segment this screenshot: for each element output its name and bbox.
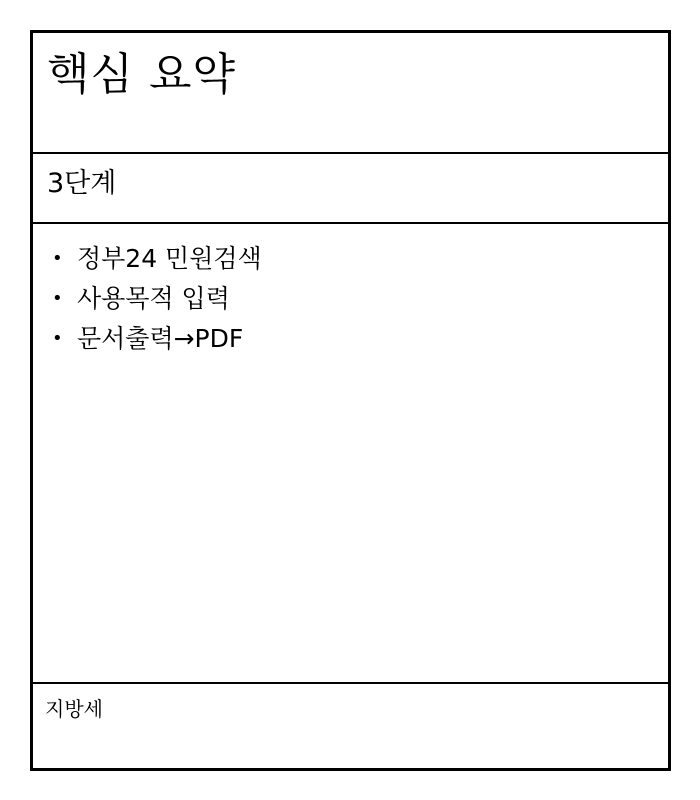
footer-section bbox=[33, 684, 668, 768]
bullet-icon: • bbox=[52, 328, 63, 349]
subtitle-section bbox=[33, 154, 668, 222]
list-item-text: 사용목적 입력 bbox=[77, 284, 230, 313]
summary-card bbox=[30, 30, 671, 771]
title-section bbox=[33, 33, 668, 153]
bullet-icon: • bbox=[52, 248, 63, 269]
list-item-text: 문서출력→PDF bbox=[77, 324, 244, 353]
list-item-text: 정부24 민원검색 bbox=[77, 244, 262, 273]
bullet-section bbox=[33, 224, 668, 682]
step-count-heading: 3단계 bbox=[47, 168, 117, 199]
bullet-icon: • bbox=[52, 288, 63, 309]
page-title: 핵심 요약 bbox=[47, 49, 237, 100]
footer-label: 지방세 bbox=[45, 697, 103, 721]
